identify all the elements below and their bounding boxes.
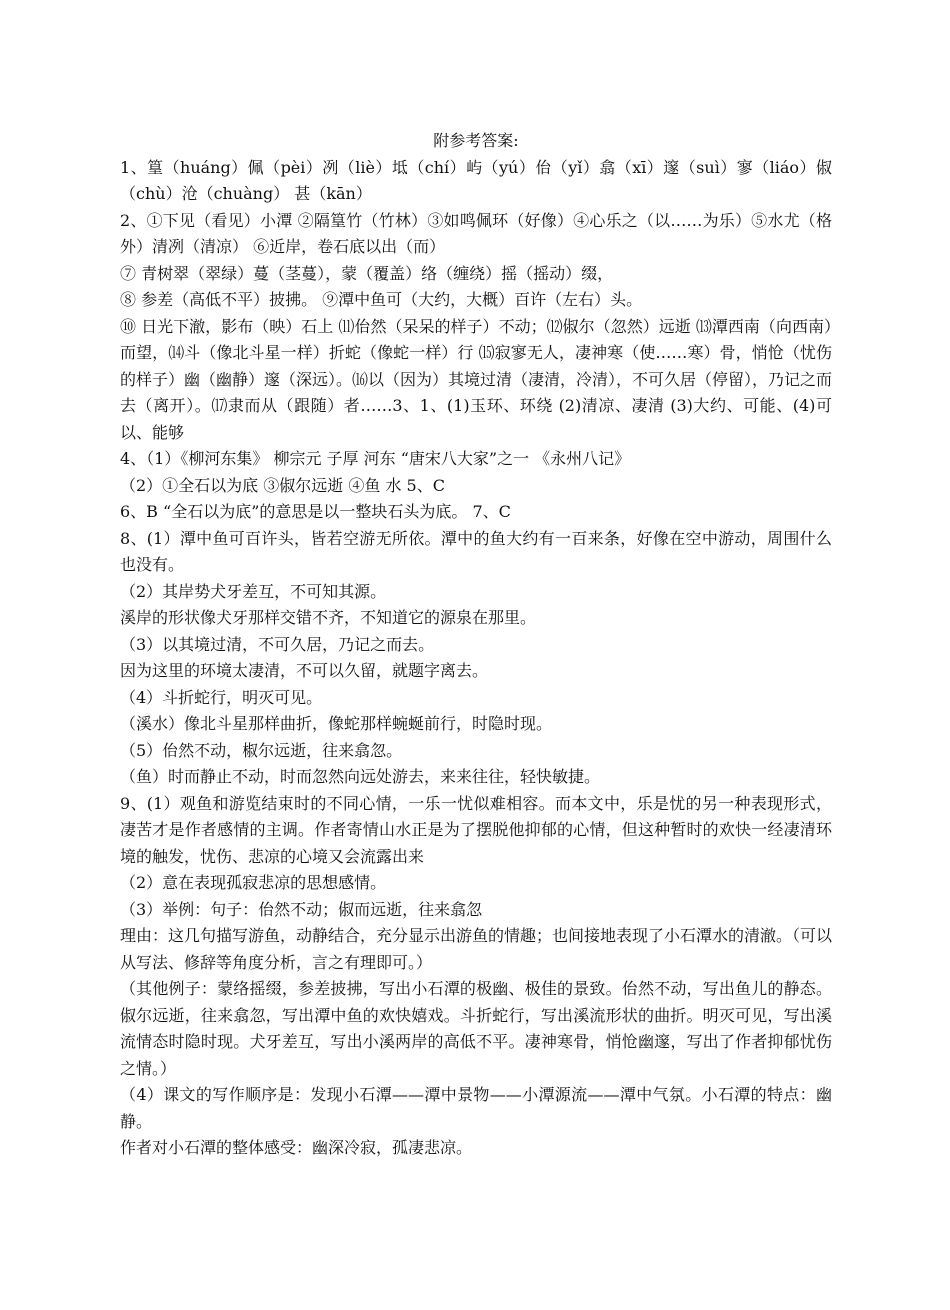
answer-line: 4、（1）《柳河东集》 柳宗元 子厚 河东 “唐宋八大家”之一 《永州八记》 xyxy=(120,449,631,468)
answer-line: （2）①全石以为底 ③俶尔远逝 ④鱼 水 5、C xyxy=(120,475,445,495)
answer-line: （2）其岸势犬牙差互，不可知其源。 xyxy=(120,581,387,601)
answer-line: 8、(1）潭中鱼可百许头，皆若空游无所依。潭中的鱼大约有一百来条，好像在空中游动，周围什么也没有。 xyxy=(120,528,832,574)
answer-line: 因为这里的环境太凄清，不可以久留，就题字离去。 xyxy=(120,661,489,680)
answer-line: （其他例子：蒙络摇缀，参差披拂，写出小石潭的极幽、极佳的景致。佁然不动，写出鱼儿的静态。俶尔远逝，往来翕忽，写出潭中鱼的欢快嬉戏。斗折蛇行，写出溪流形状的曲折。明灭可见，写出溪流情态时隐时现。犬牙差互，写出小溪两岸的高低不平。凄神寒骨，悄怆幽邃，写出了作者抑郁忧伤之情。） xyxy=(120,979,832,1078)
answer-line: （鱼）时而静止不动，时而忽然向远处游去，来来往往，轻快敏捷。 xyxy=(120,767,601,786)
answer-line: （5）佁然不动，椒尔远逝，往来翕忽。 xyxy=(120,740,403,760)
answer-line: （溪水）像北斗星那样曲折，像蛇那样蜿蜒前行，时隐时现。 xyxy=(120,714,553,733)
answer-line: 2、①下见（看见）小潭 ②隔篁竹（竹林）③如鸣佩环（好像）④心乐之（以……为乐）⑤水尤（格外）清冽（清凉） ⑥近岸，卷石底以出（而） xyxy=(120,210,832,256)
answer-line: 理由：这几句描写游鱼，动静结合，充分显示出游鱼的情趣；也间接地表现了小石潭水的清澈。（可以从写法、修辞等角度分析，言之有理即可。） xyxy=(120,926,833,972)
answer-document xyxy=(120,128,832,1162)
answer-line: ⑦ 青树翠（翠绿）蔓（茎蔓），蒙（覆盖）络（缠绕）摇（摇动）缀， xyxy=(120,263,614,283)
document-title: 附参考答案: xyxy=(433,131,519,150)
answer-line: 溪岸的形状像犬牙那样交错不齐，不知道它的源泉在那里。 xyxy=(120,608,537,627)
answer-line: 1、篁（huáng）佩（pèi）冽（liè）坻（chí）屿（yú）佁（yǐ）翕（xī）邃（suì）寥（liáo）俶（chù）沧（chuàng） 甚（kān） xyxy=(120,157,832,203)
answer-body xyxy=(120,155,832,1162)
answer-line: （2）意在表现孤寂悲凉的思想感情。 xyxy=(120,873,387,892)
answer-line: 作者对小石潭的整体感受：幽深冷寂，孤凄悲凉。 xyxy=(120,1138,473,1157)
answer-line: ⑩ 日光下澈，影布（映）石上 ⑾佁然（呆呆的样子）不动；⑿俶尔（忽然）远逝 ⒀潭西南（向西南）而望，⒁斗（像北斗星一样）折蛇（像蛇一样）行 ⒂寂寥无人，凄神寒（使……寒）骨，悄怆（忧伤的样子）幽（幽静）邃（深远）。⒃以（因为）其境过清（凄清，冷清），不可久居（停留），乃记之而去（离开）。⒄隶而从（跟随）者……3、1、(1)玉环、环绕 (2)清凉、凄清 (3)大约、可能、(4)可以、能够 xyxy=(120,316,833,442)
answer-line: （4）课文的写作顺序是：发现小石潭——潭中景物——小潭源流——潭中气氛。小石潭的特点：幽静。 xyxy=(120,1085,832,1131)
answer-line: （4）斗折蛇行，明灭可见。 xyxy=(120,687,323,707)
answer-line: 9、(1）观鱼和游览结束时的不同心情，一乐一忧似难相容。而本文中，乐是忧的另一种表现形式，凄苦才是作者感情的主调。作者寄情山水正是为了摆脱他抑郁的心情，但这种暂时的欢快一经凄清环境的触发，忧伤、悲凉的心境又会流露出来 xyxy=(120,793,832,866)
answer-line: （3）以其境过清，不可久居，乃记之而去。 xyxy=(120,634,435,654)
answer-line: （3）举例：句子：佁然不动；俶而远逝，往来翕忽 xyxy=(120,899,483,919)
answer-line: 6、B “全石以为底”的意思是以一整块石头为底。 7、C xyxy=(120,502,511,521)
answer-line: ⑧ 参差（高低不平）披拂。 ⑨潭中鱼可（大约，大概）百许（左右）头。 xyxy=(120,290,643,309)
